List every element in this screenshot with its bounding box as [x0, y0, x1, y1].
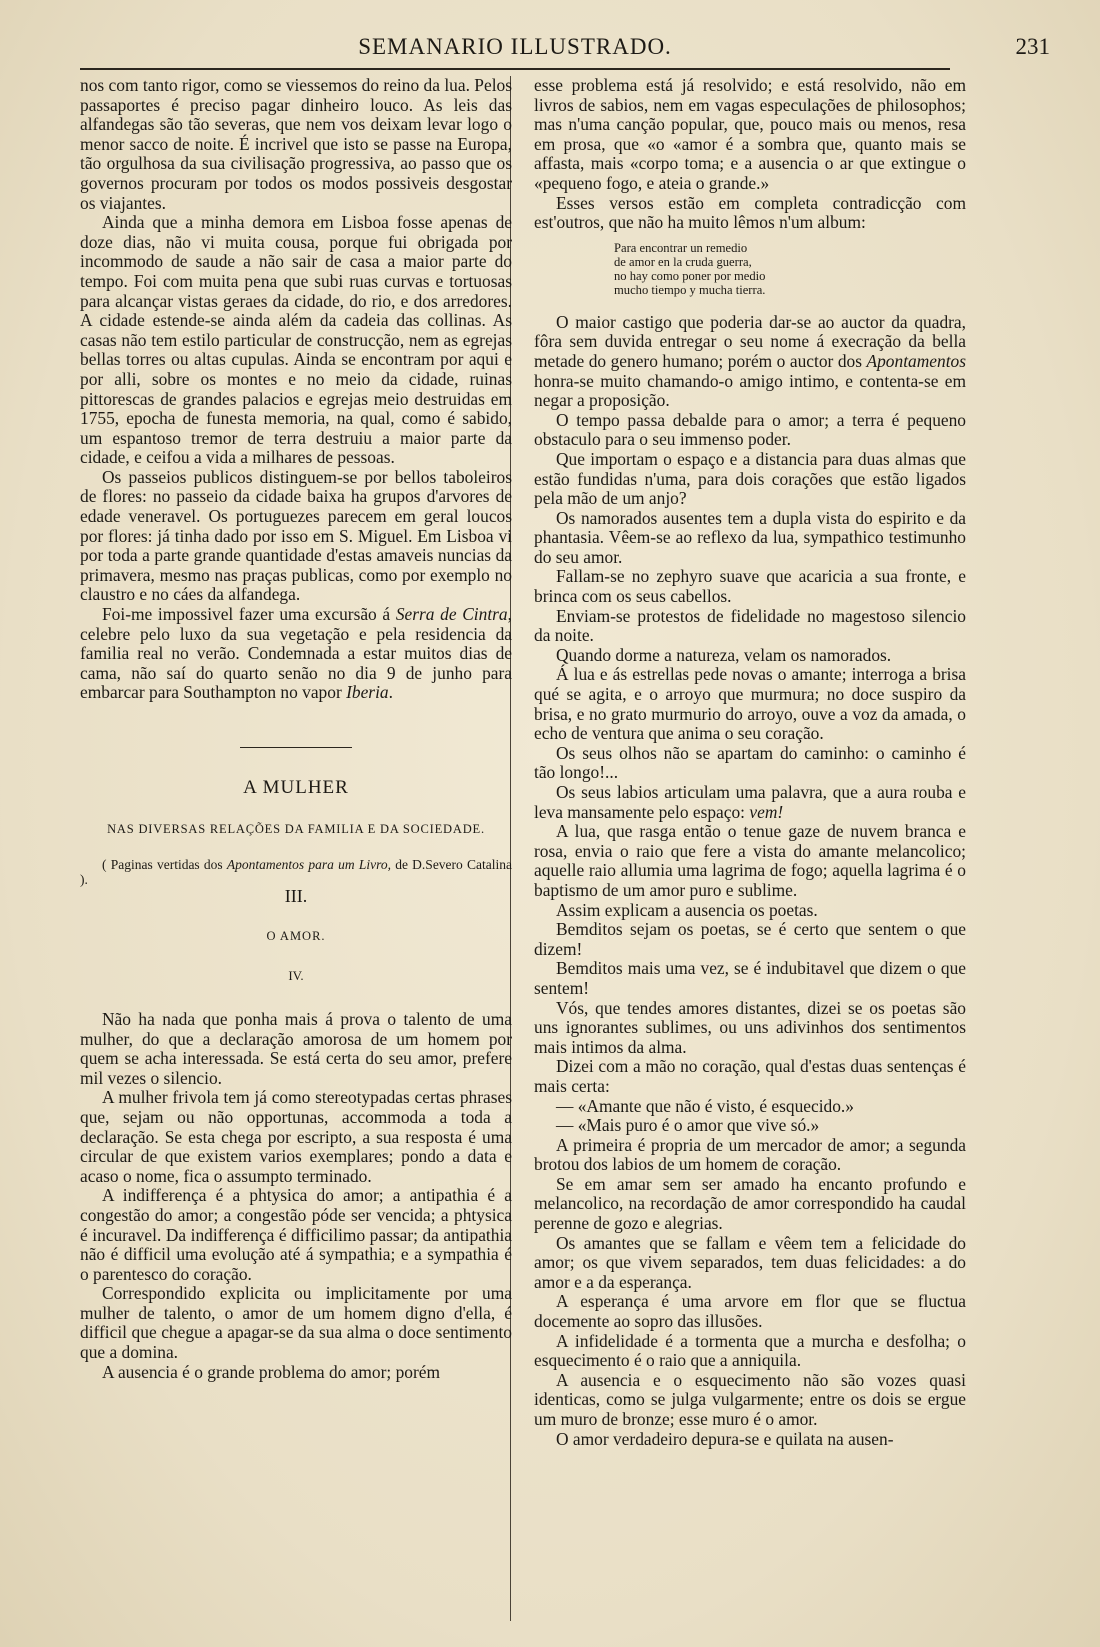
emphasis-word: vem!	[749, 801, 784, 822]
text-span: Foi-me impossivel fazer uma excursão á	[102, 604, 396, 625]
paragraph: Vós, que tendes amores distantes, dizei se os poetas são uns ignorantes sublimes, ou uns adivinhos dos sentimentos mais intimos da alma.	[534, 997, 966, 1057]
chapter-number: III.	[284, 886, 308, 907]
section-rule	[240, 747, 352, 748]
paragraph-sintra	[80, 605, 512, 703]
quote-line: — «Amante que não é visto, é esquecido.»	[556, 1095, 854, 1116]
paragraph: Os namorados ausentes tem a dupla vista do espirito e da phantasia. Vêem-se ao reflexo da lua, sympathico testimunho do seu amor.	[534, 507, 966, 567]
paragraph: Assim explicam a ausencia os poetas.	[556, 899, 818, 920]
paragraph: O amor verdadeiro depura-se e quilata na ausen-	[556, 1428, 894, 1449]
paragraph: Correspondido explicita ou implicitamente por uma mulher de talento, o amor de um homem digno d'ella, é difficil que chegue a apagar-se da sua alma o doce sentimento que a domina.	[80, 1283, 512, 1363]
paragraph: A lua, que rasga então o tenue gaze de nuvem branca e rosa, envia o raio que fere a vista do amante melancolico; aquelle raio allumia uma lagrima de fogo; aquella lagrima é o baptismo de um amor puro e sublime.	[534, 821, 966, 900]
paragraph: A ausencia é o grande problema do amor; porém	[102, 1361, 441, 1382]
poem-line: Para encontrar un remedio	[614, 240, 748, 255]
poem-line: mucho tiempo y mucha tierra.	[614, 282, 766, 297]
paragraph: A indifferença é a phtysica do amor; a antipathia é a congestão do amor; a congestão póde ser vencida; a phtysica é incuravel. Da indifferença é difficilimo passar; da antipathia não é difficil uma evolução até á sympathia; e a sympathia é o parentesco do coração.	[80, 1185, 512, 1284]
paragraph: Á lua e ás estrellas pede novas o amante; interroga a brisa qué se agita, e o arroyo que murmura; no doce suspiro da brisa, e no grato murmurio do arroyo, ouve a voz da amada, o echo de ventura que anima o seu coração.	[534, 664, 966, 744]
paragraph: A esperança é uma arvore em flor que se fluctua docemente ao sopro das illusões.	[534, 1291, 966, 1332]
article-subtitle: NAS DIVERSAS RELAÇÕES DA FAMILIA E DA SOCIEDADE.	[107, 821, 485, 836]
paragraph: Bemditos sejam os poetas, se é certo que sentem o que dizem!	[534, 919, 966, 959]
paragraph-auctor	[534, 313, 966, 411]
ship-name: Iberia	[346, 682, 389, 703]
page-header	[80, 34, 1050, 64]
paragraph: esse problema está já resolvido; e está resolvido, não em livros de sabios, nem em vagas especulações de philosophos; mas n'uma canção popular, que, pouco mais ou menos, resa em prosa, que «o «amor é a sombra que, quanto mais se affasta, mais «corpo toma; e a ausencia o ar que extingue o «pequeno fogo, e ateia o grande.»	[534, 75, 966, 193]
paragraph: A mulher frivola tem já como stereotypadas certas phrases que, sejam ou não opportunas, accommoda a toda a declaração. Se esta chega por escripto, a sua resposta é uma circular de que existem varios exemplares; pondo a data e acaso o nome, fica o assumpto terminado.	[80, 1087, 512, 1186]
paragraph: Dizei com a mão no coração, qual d'estas duas sentenças é mais certa:	[534, 1056, 966, 1096]
right-column	[534, 76, 966, 1449]
paragraph-vem	[534, 783, 966, 822]
paragraph: A infidelidade é a tormenta que a murcha e desfolha; o esquecimento é o raio que a anniquila.	[534, 1330, 966, 1371]
paragraph: Os seus olhos não se apartam do caminho: o caminho é tão longo!...	[534, 742, 966, 783]
text-span: honra-se muito chamando-o amigo intimo, e contenta-se em negar a proposição.	[534, 370, 966, 411]
paragraph: Enviam-se protestos de fidelidade no magestoso silencio da noite.	[534, 605, 966, 646]
left-column	[80, 76, 512, 1382]
header-rule	[80, 68, 950, 70]
text-span: de D.Severo Catalina ).	[80, 857, 513, 888]
running-title: SEMANARIO ILLUSTRADO.	[358, 34, 672, 59]
paragraph: Os amantes que se fallam e vêem tem a felicidade do amor; os que vivem separados, tem duas felicidades: a do amor e a da esperança.	[534, 1232, 966, 1292]
poem	[614, 241, 966, 297]
paragraph: Que importam o espaço e a distancia para duas almas que estão fundidas n'uma, para dois corações que estão ligados pela mão de um anjo?	[534, 448, 966, 509]
paragraph: O tempo passa debalde para o amor; a terra é pequeno obstaculo para o seu immenso poder.	[534, 409, 966, 450]
article-title: A MULHER	[243, 777, 349, 798]
place-name: Serra de Cintra	[395, 604, 508, 625]
paragraph: Bemditos mais uma vez, se é indubitavel que dizem o que sentem!	[534, 958, 966, 998]
chapter-title: O AMOR.	[266, 928, 326, 943]
paragraph: Esses versos estão em completa contradicção com est'outros, que não ha muito lêmos n'um album:	[534, 192, 966, 233]
poem-line: no hay como poner por medio	[614, 268, 766, 283]
page-number: 231	[1015, 34, 1050, 59]
section-number: IV.	[288, 968, 304, 984]
paragraph: Se em amar sem ser amado ha encanto profundo e melancolico, na recordação de amor correspondido ha caudal perenne de gozo e alegrias.	[534, 1173, 966, 1234]
paragraph: A primeira é propria de um mercador de amor; a segunda brotou dos labios de um homem de coração.	[534, 1134, 966, 1175]
paragraph: A ausencia e o esquecimento não são vozes quasi identicas, como se julga vulgarmente; entre os dois se ergue um muro de bronze; esse muro é o amor.	[534, 1369, 966, 1429]
text-span: Os seus labios articulam uma palavra, que a aura rouba e leva mansamente pelo espaço:	[534, 782, 966, 822]
paragraph: Fallam-se no zephyro suave que acaricia a sua fronte, e brinca com os seus cabellos.	[534, 566, 966, 607]
quote-line: — «Mais puro é o amor que vive só.»	[556, 1115, 820, 1136]
text-span: , celebre pelo luxo da sua vegetação e pela residencia da familia real no verão. Condemnada a estar muitos dias de cama, não saí do quarto senão no dia 9 de junho para embarcar para Southampton no vapor	[80, 604, 512, 703]
book-title: Apontamentos para um Livro,	[226, 857, 391, 873]
paragraph: Ainda que a minha demora em Lisboa fosse apenas de doze dias, não vi muita cousa, porque fui obrigada por incommodo de saude a não sair de casa a maior parte do tempo. Foi com muita pena que subi ruas curvas e tortuosas para alcançar vistas geraes da cidade, do rio, e dos arredores. A cidade estende-se ainda além da cadeia das collinas. As casas não tem estilo particular de construcção, nem as egrejas bellas torres ou altas cupulas. Ainda se encontram por aqui e por alli, sobre os montes e no meio da cidade, ruinas pittorescas de grandes palacios e egrejas meio destruidas em 1755, epocha de funesta memoria, na qual, como é sabido, um espantoso tremor de terra destruiu a maior parte da cidade, e ceifou a vida a milhares de pessoas.	[80, 212, 512, 468]
paragraph: Os passeios publicos distinguem-se por bellos taboleiros de flores: no passeio da cidade baixa ha grupos d'arvores de edade veneravel. Os portuguezes parecem em geral loucos por flores: já tinha dado por isso em S. Miguel. Em Lisboa vi por toda a parte grande quantidade d'estas amaveis nuncias da primavera, mesmo nas praças publicas, como por exemplo no claustro e no cáes da alfandega.	[80, 466, 512, 605]
paragraph: Quando dorme a natureza, velam os namorados.	[556, 644, 892, 665]
text-span: .	[388, 682, 393, 703]
paragraph: nos com tanto rigor, como se viessemos do reino da lua. Pelos passaportes é preciso pagar dinheiro louco. As leis das alfandegas são tão severas, que nem vos deixam levar logo o menor sacco de noite. É incrivel que isto se passe na Europa, tão orgulhosa da sua civilisação progressiva, ao passo que os governos procuram por todos os modos possiveis desgostar os viajantes.	[80, 75, 512, 213]
text-span: ( Paginas vertidas dos	[102, 857, 227, 873]
paragraph: Não ha nada que ponha mais á prova o talento de uma mulher, do que a declaração amorosa de um homem por quem se acha interessada. Se está certa do seu amor, prefere mil vezes o silencio.	[80, 1008, 512, 1088]
poem-line: de amor en la cruda guerra,	[614, 254, 752, 269]
text-span: O maior castigo que poderia dar-se ao auctor da quadra, fôra sem duvida entregar o seu nome á execração da bella metade do genero humano; porém o auctor dos	[534, 311, 966, 371]
book-title: Apontamentos	[866, 350, 966, 371]
article-source	[80, 857, 512, 887]
